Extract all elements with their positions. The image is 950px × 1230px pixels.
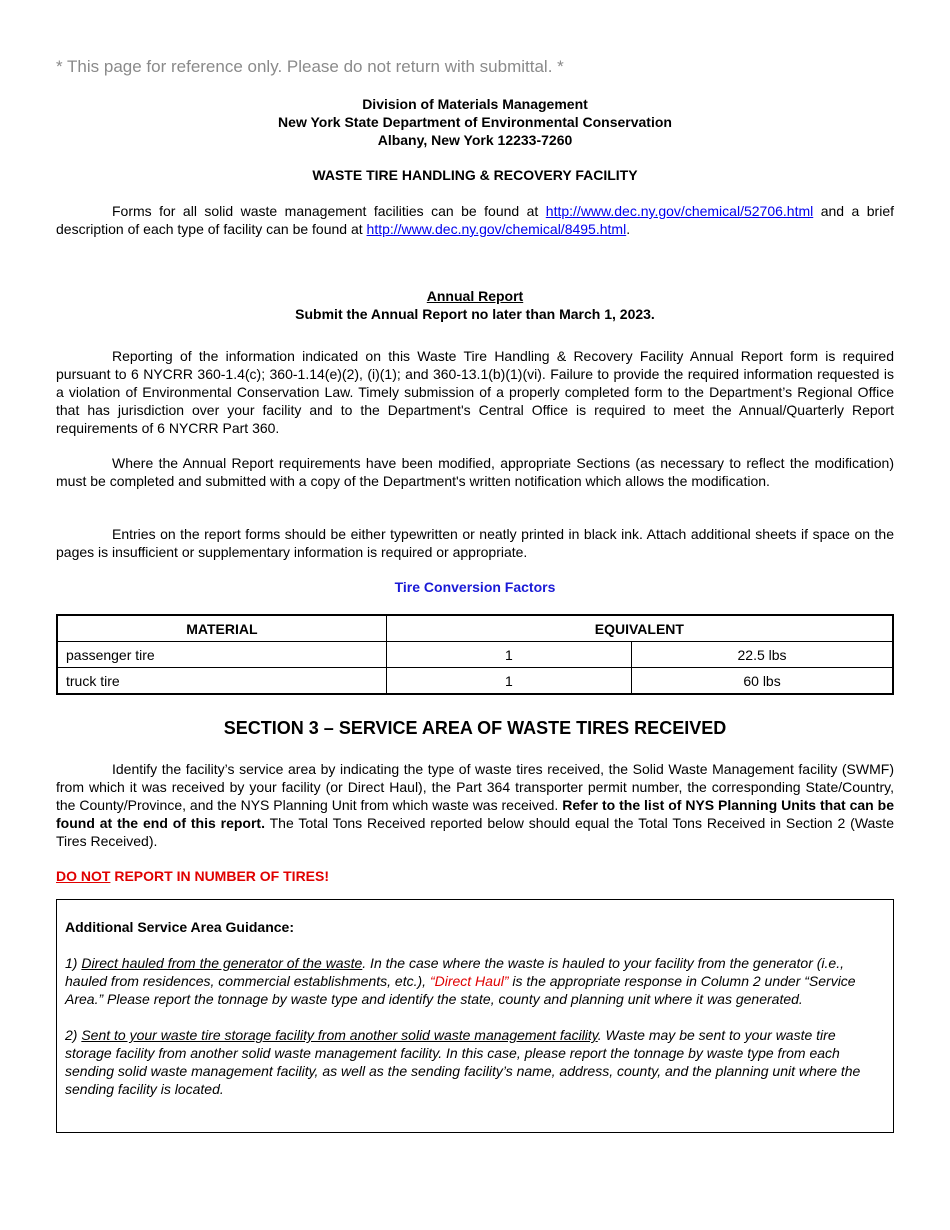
division-name: Division of Materials Management (362, 96, 588, 112)
direct-haul-term: “Direct Haul” (429, 973, 509, 989)
guidance-item-2-number: 2) (65, 1027, 82, 1043)
count-cell: 1 (386, 668, 631, 695)
guidance-item-1 (65, 954, 885, 1008)
conversion-table-title: Tire Conversion Factors (394, 579, 556, 595)
forms-paragraph (56, 202, 894, 238)
entries-paragraph: Entries on the report forms should be either typewritten or neatly printed in black ink. Attach additional sheets if space on the pages is insufficient or supplementary information is required or appropriate. (56, 526, 894, 560)
guidance-item-1-number: 1) (65, 955, 82, 971)
reference-note: * This page for reference only. Please do not return with submittal. * (56, 57, 564, 76)
guidance-item-1-text-a: . In the case where the waste is hauled to your facility from the generator (i.e., hauled from residences, commercial establishments, etc.), (65, 955, 844, 989)
guidance-item-1-text-b: is the appropriate response in Column 2 under “Service Area.” Please report the tonnage by waste type and identify the state, county and planning unit where it was generated. (65, 973, 856, 1007)
forms-text-2: and a brief description of each type of facility can be found at (56, 203, 894, 237)
reporting-paragraph: Reporting of the information indicated on this Waste Tire Handling & Recovery Facility Annual Report form is required pursuant to 6 NYCRR 360-1.4(c); 360-1.14(e)(2), (i)(1); and 360-13.1(b)(1)(vi). Failure to provide the required information requested is a violation of Environmental Conservation Law. Timely submission of a properly completed form to the Department’s Regional Office that has jurisdiction over your facility and to the Department's Central Office is required to meet the Annual/Quarterly Report requirements of 6 NYCRR Part 360. (56, 348, 894, 436)
tire-count-warning (56, 868, 329, 884)
department-name: New York State Department of Environmental Conservation (278, 114, 672, 130)
material-cell: truck tire (57, 668, 386, 695)
material-cell: passenger tire (57, 642, 386, 668)
guidance-item-2-heading: Sent to your waste tire storage facility from another solid waste management facility (81, 1027, 598, 1043)
guidance-item-2-text: . Waste may be sent to your waste tire storage facility from another solid waste management facility. In this case, please report the tonnage by waste type from each sending solid waste management facility, as well as the sending facility’s name, address, county, and the planning unit where the sending facility is located. (65, 1027, 861, 1097)
conversion-table-header-row (57, 615, 893, 642)
facility-types-link[interactable]: http://www.dec.ny.gov/chemical/8495.html (366, 221, 627, 237)
section-3-title: SECTION 3 – SERVICE AREA OF WASTE TIRES RECEIVED (223, 718, 727, 738)
facility-title: WASTE TIRE HANDLING & RECOVERY FACILITY (312, 167, 638, 183)
weight-cell: 22.5 lbs (632, 642, 893, 668)
warning-do-not: DO NOT (56, 868, 111, 884)
service-area-guidance-box (56, 899, 894, 1133)
forms-link[interactable]: http://www.dec.ny.gov/chemical/52706.html (545, 203, 814, 219)
warning-rest: REPORT IN NUMBER OF TIRES! (110, 868, 330, 884)
weight-cell: 60 lbs (632, 668, 893, 695)
agency-header (0, 95, 950, 149)
guidance-item-2 (65, 1026, 885, 1098)
section-3-intro-text-2: The Total Tons Received reported below should equal the Total Tons Received in Section 2 (Waste Tires Received). (56, 815, 894, 849)
guidance-title: Additional Service Area Guidance: (65, 919, 294, 935)
annual-report-heading (0, 287, 950, 323)
annual-report-title: Annual Report (426, 288, 524, 304)
equivalent-column-header: EQUIVALENT (386, 615, 893, 642)
section-3-intro-bold: Refer to the list of NYS Planning Units that can be found at the end of this report. (56, 797, 894, 831)
guidance-item-1-heading: Direct hauled from the generator of the waste (81, 955, 363, 971)
material-column-header: MATERIAL (57, 615, 386, 642)
count-cell: 1 (386, 642, 631, 668)
section-3-intro (56, 760, 894, 850)
section-3-intro-text-1: Identify the facility’s service area by indicating the type of waste tires received, the Solid Waste Management facility (SWMF) from which it was received by your facility (or Direct Haul), the Part 364 transporter permit number, the corresponding State/Country, the County/Province, and the NYS Planning Unit from which waste was received. (56, 761, 894, 813)
forms-text-3: . (626, 221, 631, 237)
table-row (57, 668, 893, 695)
conversion-table (56, 614, 894, 695)
table-row (57, 642, 893, 668)
modification-paragraph: Where the Annual Report requirements have been modified, appropriate Sections (as necessary to reflect the modification) must be completed and submitted with a copy of the Department's written notification which allows the modification. (56, 455, 894, 489)
forms-text-1: Forms for all solid waste management facilities can be found at (112, 203, 546, 219)
annual-report-deadline: Submit the Annual Report no later than March 1, 2023. (295, 306, 655, 322)
department-address: Albany, New York 12233-7260 (377, 132, 573, 148)
